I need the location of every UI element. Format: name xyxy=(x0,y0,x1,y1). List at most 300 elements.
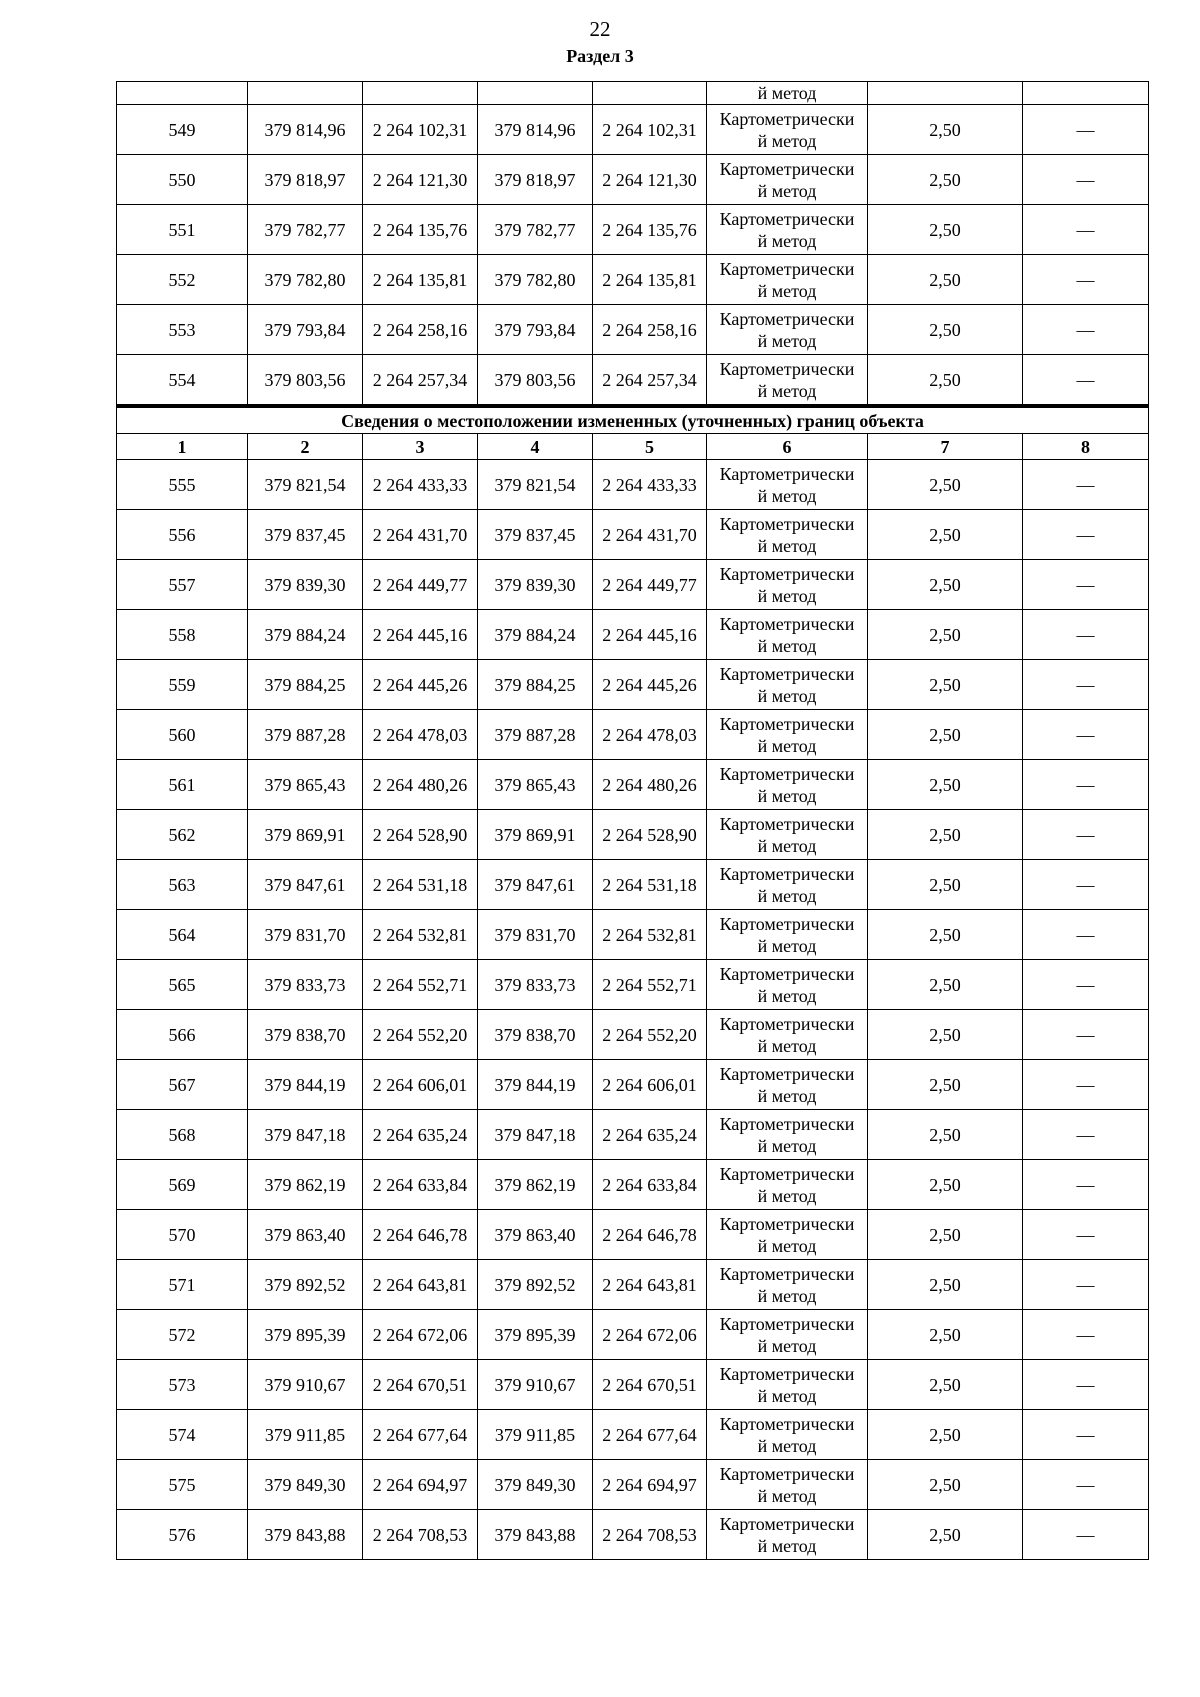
existing-y-coordinate: 2 264 257,34 xyxy=(363,355,478,407)
point-number: 559 xyxy=(117,660,248,710)
new-x-coordinate: 379 833,73 xyxy=(478,960,593,1010)
note-dash: — xyxy=(1023,1110,1149,1160)
new-x-coordinate: 379 821,54 xyxy=(478,460,593,510)
method-text: Картометрически xyxy=(719,1513,855,1534)
method-text: й метод xyxy=(757,1235,817,1256)
method-text: Картометрически xyxy=(719,1013,855,1034)
point-number: 558 xyxy=(117,610,248,660)
table-row xyxy=(117,510,1149,560)
existing-y-coordinate: 2 264 478,03 xyxy=(363,710,478,760)
existing-y-coordinate: 2 264 606,01 xyxy=(363,1060,478,1110)
point-number: 575 xyxy=(117,1460,248,1510)
new-y-coordinate: 2 264 670,51 xyxy=(593,1360,707,1410)
note-dash: — xyxy=(1023,810,1149,860)
note-dash: — xyxy=(1023,205,1149,255)
existing-x-coordinate: 379 884,24 xyxy=(248,610,363,660)
existing-x-coordinate: 379 895,39 xyxy=(248,1310,363,1360)
new-x-coordinate: 379 887,28 xyxy=(478,710,593,760)
column-number: 4 xyxy=(478,434,593,460)
new-y-coordinate: 2 264 449,77 xyxy=(593,560,707,610)
accuracy-value: 2,50 xyxy=(868,1510,1023,1560)
existing-x-coordinate: 379 863,40 xyxy=(248,1210,363,1260)
method-cell xyxy=(707,1510,868,1560)
method-cell xyxy=(707,610,868,660)
method-text: Картометрически xyxy=(719,463,855,484)
point-number: 572 xyxy=(117,1310,248,1360)
point-number: 574 xyxy=(117,1410,248,1460)
new-y-coordinate: 2 264 552,20 xyxy=(593,1010,707,1060)
table-row xyxy=(117,1510,1149,1560)
method-text: й метод xyxy=(757,1435,817,1456)
point-number: 552 xyxy=(117,255,248,305)
table-row xyxy=(117,1360,1149,1410)
point-number: 551 xyxy=(117,205,248,255)
note-dash: — xyxy=(1023,1310,1149,1360)
accuracy-value: 2,50 xyxy=(868,610,1023,660)
existing-y-coordinate: 2 264 532,81 xyxy=(363,910,478,960)
new-x-coordinate: 379 782,77 xyxy=(478,205,593,255)
point-number: 566 xyxy=(117,1010,248,1060)
existing-y-coordinate: 2 264 121,30 xyxy=(363,155,478,205)
existing-x-coordinate: 379 869,91 xyxy=(248,810,363,860)
new-x-coordinate: 379 884,24 xyxy=(478,610,593,660)
table-row xyxy=(117,1410,1149,1460)
new-y-coordinate: 2 264 694,97 xyxy=(593,1460,707,1510)
accuracy-value: 2,50 xyxy=(868,510,1023,560)
existing-y-coordinate: 2 264 643,81 xyxy=(363,1260,478,1310)
method-text: й метод xyxy=(757,535,817,556)
existing-x-coordinate: 379 910,67 xyxy=(248,1360,363,1410)
note-dash: — xyxy=(1023,610,1149,660)
existing-y-coordinate: 2 264 552,71 xyxy=(363,960,478,1010)
note-dash: — xyxy=(1023,1260,1149,1310)
note-dash: — xyxy=(1023,1060,1149,1110)
table-row xyxy=(117,1210,1149,1260)
point-number: 568 xyxy=(117,1110,248,1160)
method-cell xyxy=(707,710,868,760)
column-number: 6 xyxy=(707,434,868,460)
existing-y-coordinate: 2 264 433,33 xyxy=(363,460,478,510)
table-cell xyxy=(363,82,478,105)
new-y-coordinate: 2 264 431,70 xyxy=(593,510,707,560)
section-title: Раздел 3 xyxy=(566,46,634,66)
method-text: Картометрически xyxy=(719,863,855,884)
existing-x-coordinate: 379 892,52 xyxy=(248,1260,363,1310)
new-x-coordinate: 379 793,84 xyxy=(478,305,593,355)
table-cell xyxy=(1023,82,1149,105)
accuracy-value: 2,50 xyxy=(868,255,1023,305)
existing-x-coordinate: 379 847,61 xyxy=(248,860,363,910)
method-text: Картометрически xyxy=(719,1463,855,1484)
existing-y-coordinate: 2 264 635,24 xyxy=(363,1110,478,1160)
new-y-coordinate: 2 264 635,24 xyxy=(593,1110,707,1160)
method-cell xyxy=(707,810,868,860)
section-heading: Сведения о местоположении измененных (уточненных) границ объекта xyxy=(117,406,1149,434)
new-x-coordinate: 379 863,40 xyxy=(478,1210,593,1260)
table-row xyxy=(117,910,1149,960)
point-number: 564 xyxy=(117,910,248,960)
existing-y-coordinate: 2 264 431,70 xyxy=(363,510,478,560)
existing-y-coordinate: 2 264 449,77 xyxy=(363,560,478,610)
point-number: 561 xyxy=(117,760,248,810)
accuracy-value: 2,50 xyxy=(868,560,1023,610)
existing-x-coordinate: 379 911,85 xyxy=(248,1410,363,1460)
note-dash: — xyxy=(1023,155,1149,205)
table-row xyxy=(117,1110,1149,1160)
new-y-coordinate: 2 264 258,16 xyxy=(593,305,707,355)
method-cell xyxy=(707,1060,868,1110)
existing-y-coordinate: 2 264 646,78 xyxy=(363,1210,478,1260)
new-x-coordinate: 379 844,19 xyxy=(478,1060,593,1110)
existing-x-coordinate: 379 862,19 xyxy=(248,1160,363,1210)
method-cell xyxy=(707,460,868,510)
existing-x-coordinate: 379 803,56 xyxy=(248,355,363,407)
note-dash: — xyxy=(1023,1210,1149,1260)
table-row xyxy=(117,610,1149,660)
accuracy-value: 2,50 xyxy=(868,1210,1023,1260)
table-cell: й метод xyxy=(707,82,868,105)
point-number: 554 xyxy=(117,355,248,407)
new-x-coordinate: 379 838,70 xyxy=(478,1010,593,1060)
accuracy-value: 2,50 xyxy=(868,1110,1023,1160)
coordinates-table xyxy=(116,81,1149,1560)
existing-y-coordinate: 2 264 694,97 xyxy=(363,1460,478,1510)
method-text: Картометрически xyxy=(719,663,855,684)
table-row xyxy=(117,1060,1149,1110)
column-number: 2 xyxy=(248,434,363,460)
existing-y-coordinate: 2 264 531,18 xyxy=(363,860,478,910)
method-cell xyxy=(707,305,868,355)
point-number: 556 xyxy=(117,510,248,560)
method-text: Картометрически xyxy=(719,1313,855,1334)
new-y-coordinate: 2 264 445,26 xyxy=(593,660,707,710)
table-row xyxy=(117,1260,1149,1310)
table-row xyxy=(117,710,1149,760)
accuracy-value: 2,50 xyxy=(868,305,1023,355)
column-number: 7 xyxy=(868,434,1023,460)
note-dash: — xyxy=(1023,710,1149,760)
accuracy-value: 2,50 xyxy=(868,355,1023,407)
method-text: Картометрически xyxy=(719,1413,855,1434)
method-cell xyxy=(707,155,868,205)
method-text: Картометрически xyxy=(719,763,855,784)
accuracy-value: 2,50 xyxy=(868,1410,1023,1460)
method-cell xyxy=(707,1410,868,1460)
new-y-coordinate: 2 264 528,90 xyxy=(593,810,707,860)
method-text: й метод xyxy=(757,1385,817,1406)
method-cell xyxy=(707,1310,868,1360)
point-number: 565 xyxy=(117,960,248,1010)
existing-x-coordinate: 379 831,70 xyxy=(248,910,363,960)
point-number: 550 xyxy=(117,155,248,205)
method-text: й метод xyxy=(757,130,817,151)
table-row xyxy=(117,960,1149,1010)
existing-x-coordinate: 379 843,88 xyxy=(248,1510,363,1560)
existing-y-coordinate: 2 264 552,20 xyxy=(363,1010,478,1060)
method-text: й метод xyxy=(757,835,817,856)
note-dash: — xyxy=(1023,1510,1149,1560)
method-text: й метод xyxy=(757,1135,817,1156)
note-dash: — xyxy=(1023,1010,1149,1060)
new-y-coordinate: 2 264 606,01 xyxy=(593,1060,707,1110)
new-y-coordinate: 2 264 445,16 xyxy=(593,610,707,660)
continuation-row xyxy=(117,82,1149,105)
method-text: Картометрически xyxy=(719,913,855,934)
new-y-coordinate: 2 264 531,18 xyxy=(593,860,707,910)
method-text: й метод xyxy=(757,585,817,606)
note-dash: — xyxy=(1023,1360,1149,1410)
note-dash: — xyxy=(1023,910,1149,960)
existing-x-coordinate: 379 793,84 xyxy=(248,305,363,355)
accuracy-value: 2,50 xyxy=(868,1260,1023,1310)
existing-x-coordinate: 379 887,28 xyxy=(248,710,363,760)
new-x-coordinate: 379 818,97 xyxy=(478,155,593,205)
point-number: 557 xyxy=(117,560,248,610)
method-text: й метод xyxy=(757,735,817,756)
existing-y-coordinate: 2 264 445,16 xyxy=(363,610,478,660)
method-text: Картометрически xyxy=(719,358,855,379)
new-x-coordinate: 379 865,43 xyxy=(478,760,593,810)
table-row xyxy=(117,1010,1149,1060)
accuracy-value: 2,50 xyxy=(868,1360,1023,1410)
method-text: Картометрически xyxy=(719,1363,855,1384)
new-y-coordinate: 2 264 677,64 xyxy=(593,1410,707,1460)
method-text: Картометрически xyxy=(719,1163,855,1184)
table-row xyxy=(117,255,1149,305)
note-dash: — xyxy=(1023,760,1149,810)
method-text: Картометрически xyxy=(719,713,855,734)
method-text: й метод xyxy=(757,1485,817,1506)
existing-x-coordinate: 379 833,73 xyxy=(248,960,363,1010)
existing-y-coordinate: 2 264 135,81 xyxy=(363,255,478,305)
accuracy-value: 2,50 xyxy=(868,1160,1023,1210)
method-text: й метод xyxy=(757,1035,817,1056)
table-row xyxy=(117,660,1149,710)
table-row xyxy=(117,1310,1149,1360)
new-x-coordinate: 379 803,56 xyxy=(478,355,593,407)
accuracy-value: 2,50 xyxy=(868,960,1023,1010)
method-text: Картометрически xyxy=(719,613,855,634)
point-number: 567 xyxy=(117,1060,248,1110)
table-cell xyxy=(868,82,1023,105)
accuracy-value: 2,50 xyxy=(868,105,1023,155)
point-number: 560 xyxy=(117,710,248,760)
table-row xyxy=(117,560,1149,610)
new-y-coordinate: 2 264 646,78 xyxy=(593,1210,707,1260)
method-text: Картометрически xyxy=(719,1113,855,1134)
new-x-coordinate: 379 884,25 xyxy=(478,660,593,710)
method-text: й метод xyxy=(757,1185,817,1206)
note-dash: — xyxy=(1023,860,1149,910)
method-cell xyxy=(707,860,868,910)
existing-y-coordinate: 2 264 670,51 xyxy=(363,1360,478,1410)
note-dash: — xyxy=(1023,305,1149,355)
existing-x-coordinate: 379 838,70 xyxy=(248,1010,363,1060)
new-y-coordinate: 2 264 672,06 xyxy=(593,1310,707,1360)
method-text: Картометрически xyxy=(719,308,855,329)
table-row xyxy=(117,105,1149,155)
method-text: й метод xyxy=(757,685,817,706)
accuracy-value: 2,50 xyxy=(868,1310,1023,1360)
method-text: й метод xyxy=(757,1335,817,1356)
method-cell xyxy=(707,105,868,155)
existing-x-coordinate: 379 814,96 xyxy=(248,105,363,155)
table-row xyxy=(117,305,1149,355)
existing-x-coordinate: 379 839,30 xyxy=(248,560,363,610)
point-number: 553 xyxy=(117,305,248,355)
new-x-coordinate: 379 869,91 xyxy=(478,810,593,860)
point-number: 563 xyxy=(117,860,248,910)
table-row xyxy=(117,1160,1149,1210)
method-cell xyxy=(707,355,868,407)
method-text: Картометрически xyxy=(719,963,855,984)
accuracy-value: 2,50 xyxy=(868,205,1023,255)
note-dash: — xyxy=(1023,1160,1149,1210)
column-number-row xyxy=(117,434,1149,460)
new-x-coordinate: 379 847,18 xyxy=(478,1110,593,1160)
new-x-coordinate: 379 843,88 xyxy=(478,1510,593,1560)
method-cell xyxy=(707,255,868,305)
method-text: й метод xyxy=(757,635,817,656)
table-row xyxy=(117,155,1149,205)
note-dash: — xyxy=(1023,560,1149,610)
table-row xyxy=(117,1460,1149,1510)
new-y-coordinate: 2 264 552,71 xyxy=(593,960,707,1010)
point-number: 573 xyxy=(117,1360,248,1410)
point-number: 562 xyxy=(117,810,248,860)
note-dash: — xyxy=(1023,510,1149,560)
new-x-coordinate: 379 911,85 xyxy=(478,1410,593,1460)
existing-y-coordinate: 2 264 677,64 xyxy=(363,1410,478,1460)
accuracy-value: 2,50 xyxy=(868,660,1023,710)
existing-x-coordinate: 379 782,77 xyxy=(248,205,363,255)
table-cell xyxy=(593,82,707,105)
table-body xyxy=(117,82,1149,1560)
method-cell xyxy=(707,1460,868,1510)
existing-x-coordinate: 379 849,30 xyxy=(248,1460,363,1510)
method-cell xyxy=(707,1210,868,1260)
new-x-coordinate: 379 862,19 xyxy=(478,1160,593,1210)
new-x-coordinate: 379 892,52 xyxy=(478,1260,593,1310)
accuracy-value: 2,50 xyxy=(868,760,1023,810)
new-x-coordinate: 379 910,67 xyxy=(478,1360,593,1410)
existing-y-coordinate: 2 264 135,76 xyxy=(363,205,478,255)
accuracy-value: 2,50 xyxy=(868,155,1023,205)
method-text: Картометрически xyxy=(719,513,855,534)
method-cell xyxy=(707,960,868,1010)
method-text: й метод xyxy=(757,180,817,201)
method-cell xyxy=(707,760,868,810)
accuracy-value: 2,50 xyxy=(868,460,1023,510)
method-text: Картометрически xyxy=(719,158,855,179)
note-dash: — xyxy=(1023,355,1149,407)
accuracy-value: 2,50 xyxy=(868,710,1023,760)
new-x-coordinate: 379 814,96 xyxy=(478,105,593,155)
accuracy-value: 2,50 xyxy=(868,1060,1023,1110)
method-text: Картометрически xyxy=(719,208,855,229)
method-text: Картометрически xyxy=(719,258,855,279)
existing-y-coordinate: 2 264 480,26 xyxy=(363,760,478,810)
existing-y-coordinate: 2 264 258,16 xyxy=(363,305,478,355)
accuracy-value: 2,50 xyxy=(868,1460,1023,1510)
point-number: 569 xyxy=(117,1160,248,1210)
accuracy-value: 2,50 xyxy=(868,1010,1023,1060)
method-cell xyxy=(707,1010,868,1060)
new-y-coordinate: 2 264 633,84 xyxy=(593,1160,707,1210)
new-x-coordinate: 379 782,80 xyxy=(478,255,593,305)
accuracy-value: 2,50 xyxy=(868,810,1023,860)
note-dash: — xyxy=(1023,105,1149,155)
new-y-coordinate: 2 264 532,81 xyxy=(593,910,707,960)
method-cell xyxy=(707,205,868,255)
method-cell xyxy=(707,1160,868,1210)
existing-y-coordinate: 2 264 445,26 xyxy=(363,660,478,710)
note-dash: — xyxy=(1023,460,1149,510)
existing-x-coordinate: 379 865,43 xyxy=(248,760,363,810)
method-text: й метод xyxy=(757,330,817,351)
existing-y-coordinate: 2 264 672,06 xyxy=(363,1310,478,1360)
note-dash: — xyxy=(1023,660,1149,710)
new-x-coordinate: 379 895,39 xyxy=(478,1310,593,1360)
existing-y-coordinate: 2 264 633,84 xyxy=(363,1160,478,1210)
existing-x-coordinate: 379 782,80 xyxy=(248,255,363,305)
method-text: Картометрически xyxy=(719,813,855,834)
table-row xyxy=(117,760,1149,810)
method-text: й метод xyxy=(757,1285,817,1306)
table-row xyxy=(117,810,1149,860)
method-text: Картометрически xyxy=(719,1213,855,1234)
method-cell xyxy=(707,560,868,610)
column-number: 1 xyxy=(117,434,248,460)
table-row xyxy=(117,205,1149,255)
method-text: й метод xyxy=(757,935,817,956)
existing-x-coordinate: 379 821,54 xyxy=(248,460,363,510)
new-x-coordinate: 379 849,30 xyxy=(478,1460,593,1510)
table-row xyxy=(117,860,1149,910)
method-text: й метод xyxy=(757,1085,817,1106)
note-dash: — xyxy=(1023,1410,1149,1460)
new-y-coordinate: 2 264 433,33 xyxy=(593,460,707,510)
method-text: й метод xyxy=(757,280,817,301)
method-text: Картометрически xyxy=(719,108,855,129)
new-x-coordinate: 379 847,61 xyxy=(478,860,593,910)
existing-x-coordinate: 379 818,97 xyxy=(248,155,363,205)
new-y-coordinate: 2 264 708,53 xyxy=(593,1510,707,1560)
point-number: 555 xyxy=(117,460,248,510)
table-row xyxy=(117,460,1149,510)
method-text: Картометрически xyxy=(719,1263,855,1284)
method-text: й метод xyxy=(757,1535,817,1556)
point-number: 570 xyxy=(117,1210,248,1260)
new-y-coordinate: 2 264 480,26 xyxy=(593,760,707,810)
column-number: 3 xyxy=(363,434,478,460)
method-text: й метод xyxy=(757,485,817,506)
table-cell xyxy=(478,82,593,105)
new-y-coordinate: 2 264 643,81 xyxy=(593,1260,707,1310)
column-number: 8 xyxy=(1023,434,1149,460)
accuracy-value: 2,50 xyxy=(868,860,1023,910)
method-cell xyxy=(707,910,868,960)
method-cell xyxy=(707,660,868,710)
table-row xyxy=(117,355,1149,407)
existing-y-coordinate: 2 264 528,90 xyxy=(363,810,478,860)
existing-x-coordinate: 379 847,18 xyxy=(248,1110,363,1160)
point-number: 571 xyxy=(117,1260,248,1310)
new-y-coordinate: 2 264 102,31 xyxy=(593,105,707,155)
method-text: й метод xyxy=(757,230,817,251)
existing-y-coordinate: 2 264 708,53 xyxy=(363,1510,478,1560)
point-number: 576 xyxy=(117,1510,248,1560)
